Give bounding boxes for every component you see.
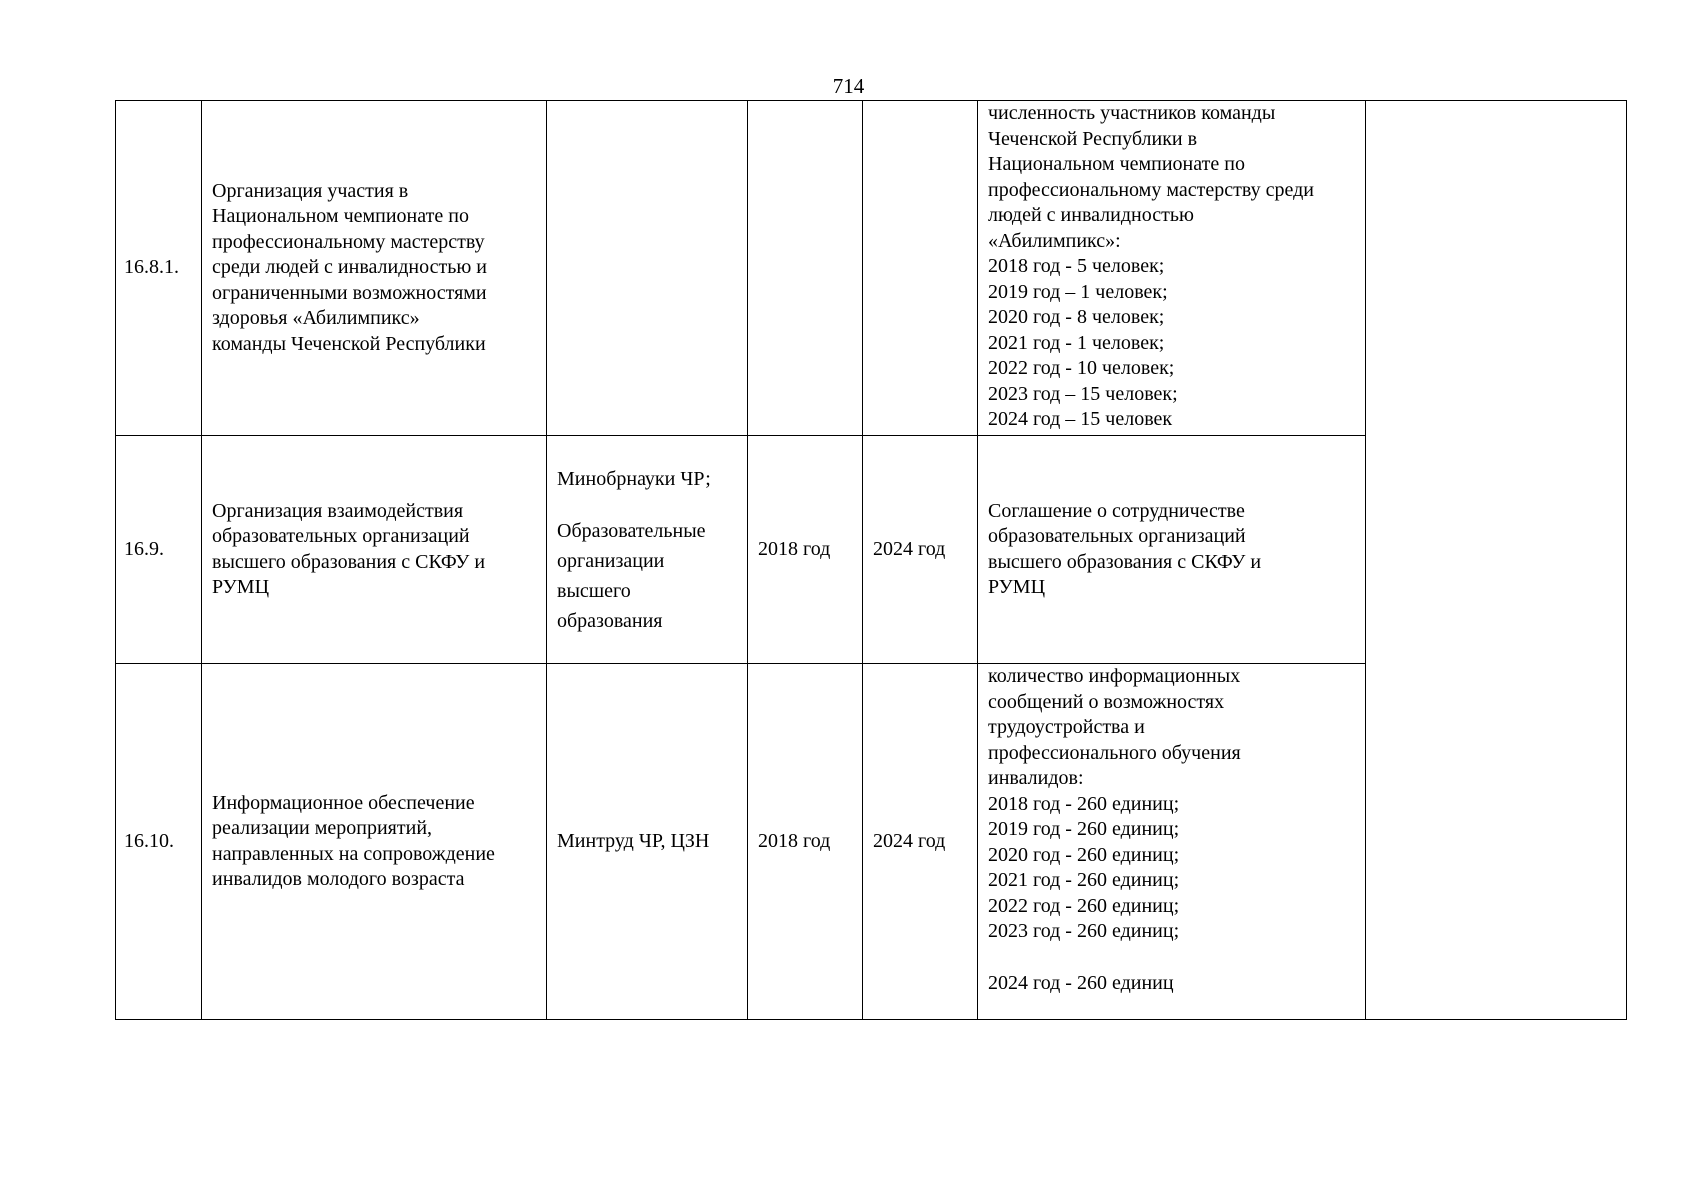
executor-line: Минобрнауки ЧР; [557, 467, 711, 490]
start-year: 2018 год [758, 537, 831, 560]
result-line: 2018 год - 260 единиц; [988, 792, 1180, 815]
end-year: 2024 год [873, 829, 946, 852]
executor-line: организации [557, 549, 665, 572]
executor-line: Образовательные [557, 519, 706, 542]
result-line: количество информационных [988, 665, 1241, 687]
result-line: 2020 год - 8 человек; [988, 306, 1165, 328]
result-cell [978, 664, 1366, 1020]
row-number-cell [116, 101, 202, 436]
end-year-cell [863, 436, 978, 664]
executor-spacer [557, 494, 737, 516]
activity-line: направленных на сопровождение [212, 842, 495, 865]
row-number-cell [116, 436, 202, 664]
activity-line: здоровья «Абилимпикс» [212, 307, 420, 330]
notes-cell [1366, 101, 1627, 1020]
end-year-cell [863, 664, 978, 1020]
activities-table [115, 100, 1627, 1020]
activity-line: инвалидов молодого возраста [212, 868, 465, 890]
result-line: 2022 год - 260 единиц; [988, 894, 1180, 917]
result-line: 2021 год - 1 человек; [988, 331, 1165, 354]
activity-line: среди людей с инвалидностью и [212, 256, 487, 279]
executor-cell [547, 436, 748, 664]
result-line: 2019 год - 260 единиц; [988, 818, 1180, 840]
result-line: сообщений о возможностях [988, 690, 1225, 713]
table-row-16-8-1 [116, 101, 1627, 436]
activity-line: РУМЦ [212, 576, 270, 598]
start-year: 2018 год [758, 829, 831, 852]
result-line: 2023 год - 260 единиц; [988, 920, 1180, 942]
start-year-cell [748, 436, 863, 664]
result-line: 2021 год - 260 единиц; [988, 869, 1180, 891]
activity-line: ограниченными возможностями [212, 281, 487, 304]
result-line: людей с инвалидностью [988, 204, 1194, 226]
row-number: 16.10. [124, 829, 174, 852]
activity-line: команды Чеченской Республики [212, 332, 486, 355]
end-year-cell [863, 101, 978, 436]
activity-line: профессиональному мастерству [212, 230, 485, 253]
result-line: РУМЦ [988, 576, 1046, 598]
result-line: 2019 год – 1 человек; [988, 280, 1168, 303]
result-line: инвалидов: [988, 767, 1084, 789]
activity-line: Организация участия в [212, 179, 409, 202]
result-line: 2024 год - 260 единиц [988, 971, 1174, 994]
activity-line: реализации мероприятий, [212, 817, 433, 839]
start-year-cell [748, 101, 863, 436]
row-number-cell [116, 664, 202, 1020]
result-line: 2022 год - 10 человек; [988, 357, 1175, 379]
activity-line: высшего образования с СКФУ и [212, 550, 486, 573]
start-year-cell [748, 664, 863, 1020]
activity-cell [202, 664, 547, 1020]
result-line: «Абилимпикс»: [988, 229, 1121, 252]
activity-line: Информационное обеспечение [212, 791, 475, 814]
result-line: трудоустройства и [988, 716, 1145, 738]
executor-line: высшего [557, 579, 631, 602]
result-spacer [988, 945, 1355, 971]
result-line: профессиональному мастерству среди [988, 178, 1314, 201]
executor-line: образования [557, 609, 663, 632]
result-line: Соглашение о сотрудничестве [988, 499, 1245, 522]
result-line: 2020 год - 260 единиц; [988, 843, 1180, 866]
result-cell [978, 101, 1366, 436]
result-line: Чеченской Республики в [988, 127, 1198, 150]
result-line: профессионального обучения [988, 741, 1241, 764]
activity-line: образовательных организаций [212, 525, 470, 547]
result-line: 2023 год – 15 человек; [988, 382, 1178, 405]
row-number: 16.9. [124, 537, 164, 560]
activity-line: Организация взаимодействия [212, 499, 464, 522]
result-line: высшего образования с СКФУ и [988, 550, 1262, 573]
executor-cell [547, 664, 748, 1020]
result-cell [978, 436, 1366, 664]
executor-cell [547, 101, 748, 436]
result-line: Национальном чемпионате по [988, 153, 1245, 175]
end-year: 2024 год [873, 537, 946, 560]
result-line: численность участников команды [988, 102, 1276, 124]
page-number: 714 [832, 74, 865, 98]
executor-line: Минтруд ЧР, ЦЗН [557, 829, 710, 852]
row-number: 16.8.1. [124, 256, 179, 279]
result-line: 2024 год – 15 человек [988, 408, 1173, 430]
activity-line: Национальном чемпионате по [212, 205, 469, 228]
result-line: образовательных организаций [988, 525, 1246, 547]
activity-cell [202, 436, 547, 664]
activity-cell [202, 101, 547, 436]
result-line: 2018 год - 5 человек; [988, 255, 1165, 277]
